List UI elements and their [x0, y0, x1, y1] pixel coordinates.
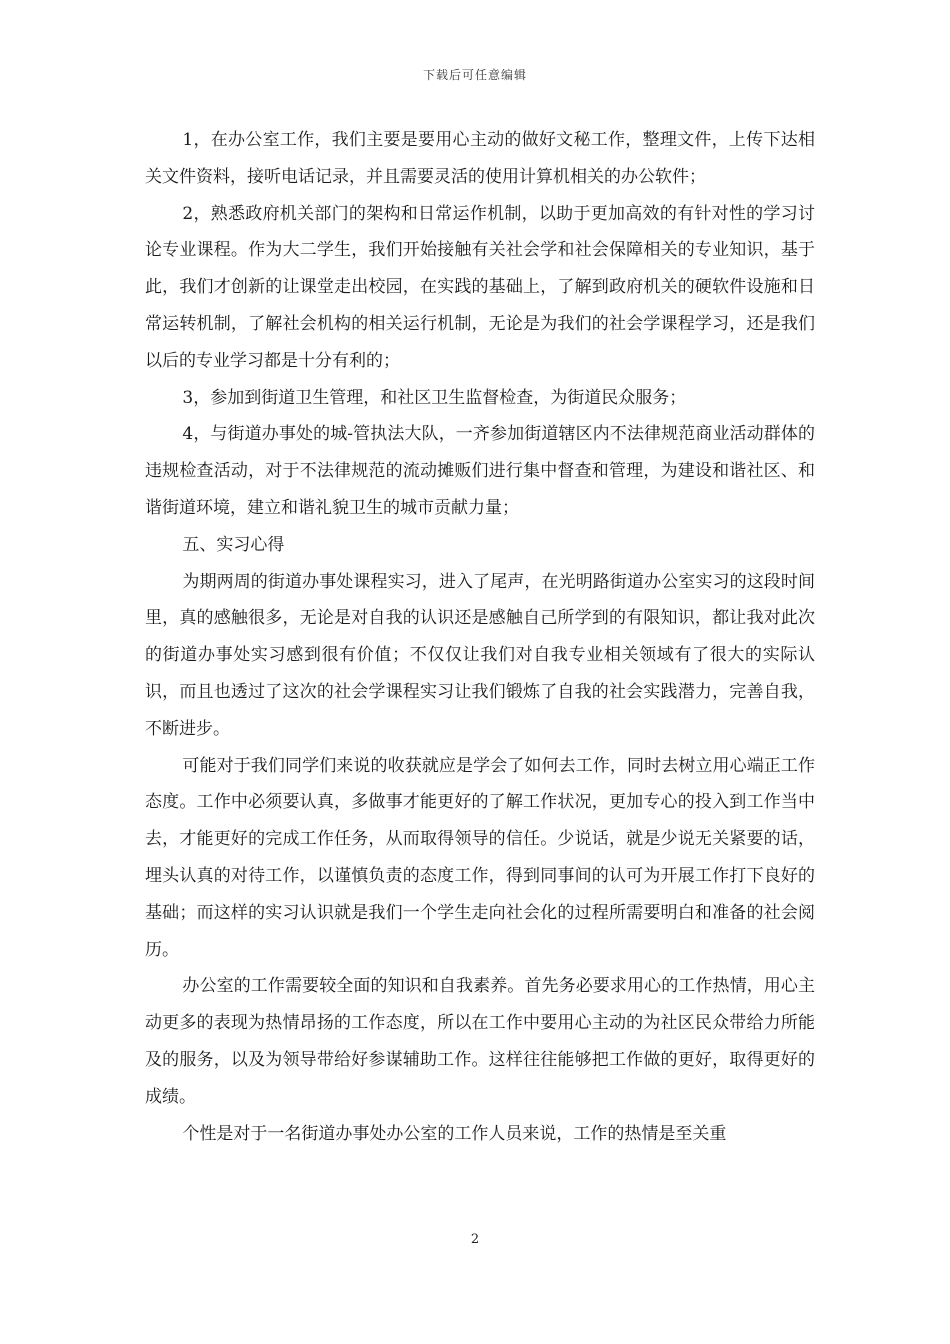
- paragraph-2: 2，熟悉政府机关部门的架构和日常运作机制，以助于更加高效的有针对性的学习讨论专业课程。作为大二学生，我们开始接触有关社会学和社会保障相关的专业知识，基于此，我们才创新的让课堂走出校园，在实践的基础上，了解到政府机关的硬软件设施和日常运转机制，了解社会机构的相关运行机制，无论是为我们的社会学课程学习，还是我们以后的专业学习都是十分有利的；: [145, 203, 815, 371]
- page-number: 2: [470, 1232, 480, 1247]
- paragraph-6: 可能对于我们同学们来说的收获就应是学会了如何去工作，同时去树立用心端正工作态度。工作中必须要认真，多做事才能更好的了解工作状况，更加专心的投入到工作当中去，才能更好的完成工作任务，从而取得领导的信任。少说话，就是少说无关紧要的话，埋头认真的对待工作，以谨慎负责的态度工作，得到同事间的认可为开展工作打下良好的基础；而这样的实习认识就是我们一个学生走向社会化的过程所需要明白和准备的社会阅历。: [145, 755, 815, 960]
- page-header-note: 下载后可任意编辑: [422, 68, 527, 82]
- paragraph-4: 4，与街道办事处的城-管执法大队，一齐参加街道辖区内不法律规范商业活动群体的违规检查活动，对于不法律规范的流动摊贩们进行集中督查和管理，为建设和谐社区、和谐街道环境，建立和谐礼貌卫生的城市贡献力量；: [145, 424, 815, 518]
- paragraph-7: 办公室的工作需要较全面的知识和自我素养。首先务必要求用心的工作热情，用心主动更多的表现为热情昂扬的工作态度，所以在工作中要用心主动的为社区民众带给力所能及的服务，以及为领导带给好参谋辅助工作。这样往往能够把工作做的更好，取得更好的成绩。: [145, 976, 815, 1107]
- paragraph-5: 为期两周的街道办事处课程实习，进入了尾声，在光明路街道办公室实习的这段时间里，真的感触很多，无论是对自我的认识还是感触自己所学到的有限知识，都让我对此次的街道办事处实习感到很有价值；不仅仅让我们对自我专业相关领域有了很大的实际认识，而且也透过了这次的社会学课程实习让我们锻炼了自我的社会实践潜力，完善自我，不断进步。: [145, 571, 815, 739]
- paragraph-8: 个性是对于一名街道办事处办公室的工作人员来说，工作的热情是至关重: [182, 1123, 727, 1144]
- section-heading: 五、实习心得: [182, 534, 285, 555]
- paragraph-3: 3，参加到街道卫生管理，和社区卫生监督检查，为街道民众服务；: [182, 387, 687, 408]
- document-body: [145, 122, 815, 1152]
- paragraph-1: 1，在办公室工作，我们主要是要用心主动的做好文秘工作，整理文件，上传下达相关文件资料，接听电话记录，并且需要灵活的使用计算机相关的办公软件；: [145, 130, 815, 187]
